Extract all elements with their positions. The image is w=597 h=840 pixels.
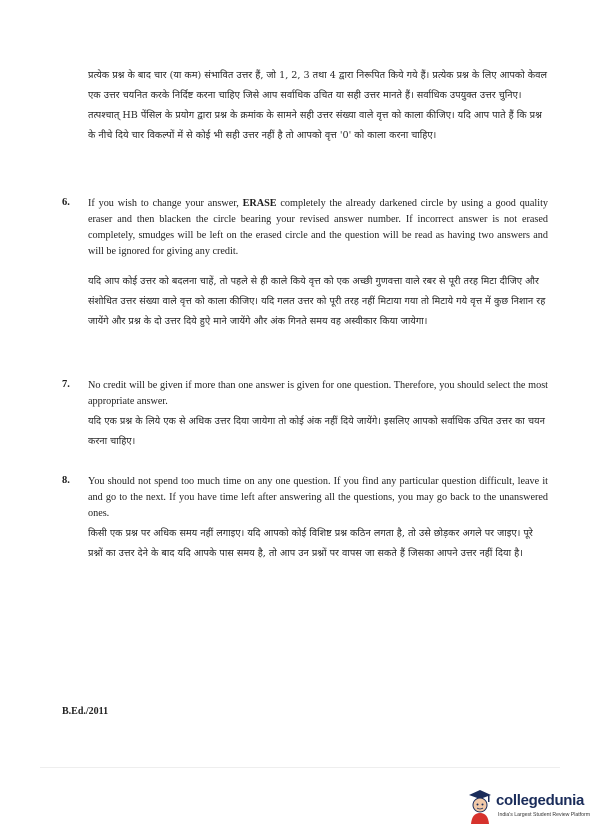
erase-emphasis: ERASE [242,198,277,209]
collegedunia-watermark [466,784,594,834]
item-7-english: No credit will be given if more than one answer is given for one question. Therefore, you should select the most appropriate answer. [88,380,548,407]
watermark-brand: collegedunia [496,792,585,809]
item-6-number: 6. [62,197,70,208]
intro-hindi-paragraph: प्रत्येक प्रश्न के बाद चार (या कम) संभावित उत्तर हैं, जो 1, 2, 3 तथा 4 द्वारा निरूपित किये गये हैं। प्रत्येक प्रश्न के लिए आपको केवल एक उत्तर चयनित करके निर्दिष्ट करना चाहिए जिसे आप सर्वाधिक उचित या सही उत्तर मानते हैं। सर्वाधिक उपयुक्त उत्तर चुनिए। तत्पश्चात् HB पेंसिल के प्रयोग द्वारा प्रश्न के क्रमांक के सामने सही उत्तर संख्या वाले वृत्त को काला कीजिए। यदि आप पाते हैं कि प्रश्न के नीचे दिये चार विकल्पों में से कोई भी सही उत्तर नहीं है तो आपको वृत्त '0' को काला करना चाहिए। [88,70,548,141]
watermark-tagline: India's Largest Student Review Platform [498,812,591,818]
scan-divider [40,767,560,768]
item-7-number: 7. [62,379,70,390]
item-8-number: 8. [62,475,70,486]
item-6-hindi: यदि आप कोई उत्तर को बदलना चाहें, तो पहले से ही काले किये वृत्त को एक अच्छी गुणवत्ता वाले रबर से पूरी तरह मिटा दीजिए और संशोधित उत्तर संख्या वाले वृत्त को काला कीजिए। यदि गलत उत्तर को पूरी तरह नहीं मिटाया गया तो मिटाये गये वृत्त में कुछ निशान रह जायेंगे और प्रश्न के दो उत्तर दिये हुऐ माने जायेंगे और अंक गिनते समय वह अस्वीकार किया जायेगा। [88,276,546,327]
item-8-english: You should not spend too much time on any one question. If you find any particular question difficult, leave it and go to the next. If you have time left after answering all the questions, you may go back to the unanswered ones. [88,476,548,519]
footer-code: B.Ed./2011 [62,706,109,717]
item-6-english-end: completely the already darkened circle by using a good quality eraser and then blacken the circle bearing your revised answer number. If incorrect answer is not erased completely, smudges will be left on the erased circle and the question will be read as having two answers and will be ignored for giving any credit. [88,198,549,257]
item-8-hindi: किसी एक प्रश्न पर अधिक समय नहीं लगाइए। यदि आपको कोई विशिष्ट प्रश्न कठिन लगता है, तो उसे छोड़कर अगले पर जाइए। पूरे प्रश्नों का उत्तर देने के बाद यदि आपके पास समय है, तो आप उन प्रश्नों पर वापस जा सकते हैं जिसका आपने उत्तर नहीं दिया है। [88,528,533,559]
item-6-english-start: If you wish to change your answer, [88,198,243,209]
item-7-hindi: यदि एक प्रश्न के लिये एक से अधिक उत्तर दिया जायेगा तो कोई अंक नहीं दिये जायेंगे। इसलिए आपको सर्वाधिक उचित उत्तर का चयन करना चाहिए। [88,416,545,447]
item-6-english [88,196,548,260]
graduate-mascot-icon [466,786,494,826]
